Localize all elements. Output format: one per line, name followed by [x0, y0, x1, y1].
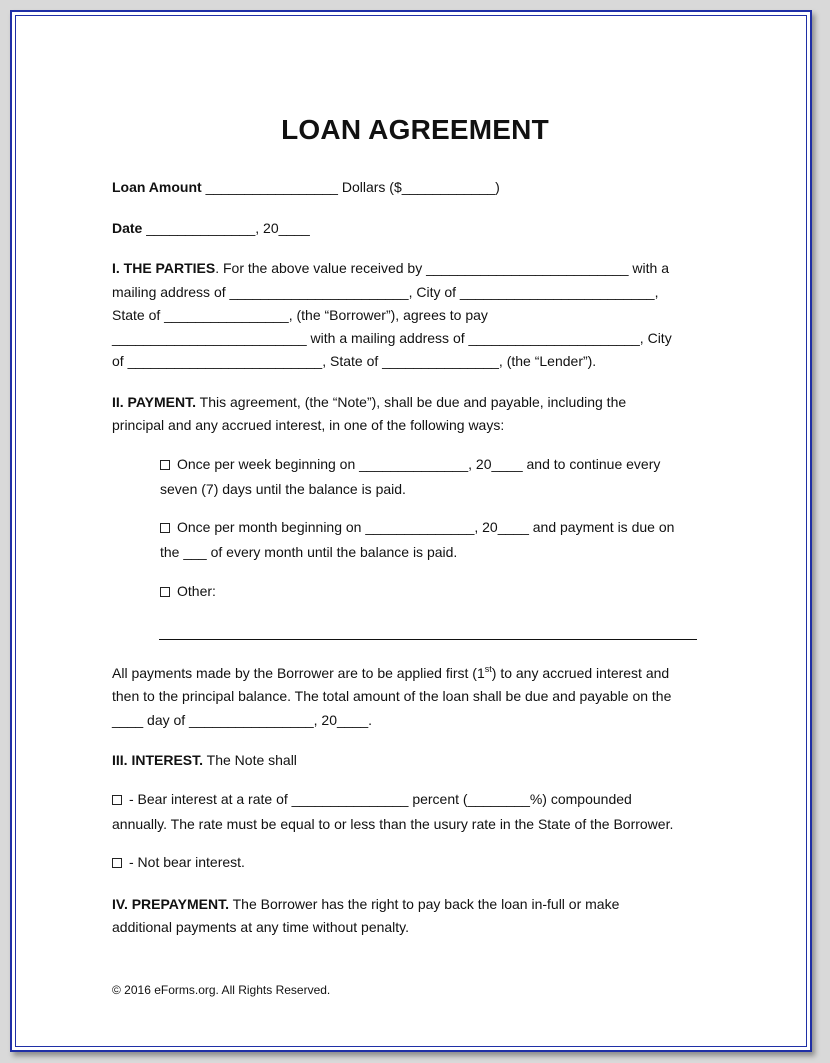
option-not-text: - Not bear interest.	[129, 854, 245, 870]
interest-line-1	[112, 751, 297, 769]
option-bear-line-2: annually. The rate must be equal to or less than the usury rate in the State of the Borrower.	[112, 816, 674, 832]
prepayment-line-2: additional payments at any time without penalty.	[112, 919, 410, 935]
option-bear-text: - Bear interest at a rate of _______________ percent (________%) compounded	[129, 791, 632, 807]
parties-line-4: _________________________ with a mailing address of ______________________, City	[112, 330, 672, 346]
parties-line-2: mailing address of _______________________, City of _________________________,	[112, 284, 659, 300]
weekly-checkbox[interactable]	[160, 460, 170, 470]
applied-line-3: ____ day of ________________, 20____.	[112, 712, 373, 728]
loan-amount-label: Loan Amount	[112, 179, 202, 195]
interest-text-1: The Note shall	[203, 752, 297, 768]
date-line	[112, 219, 310, 237]
payment-heading: II. PAYMENT.	[112, 394, 197, 410]
bear-interest-checkbox[interactable]	[112, 795, 122, 805]
date-label: Date	[112, 220, 143, 236]
option-other	[160, 582, 216, 600]
parties-line-1	[112, 259, 669, 277]
interest-heading: III. INTEREST.	[112, 752, 204, 768]
option-weekly-line-2: seven (7) days until the balance is paid.	[160, 481, 406, 497]
option-other-text: Other:	[177, 583, 216, 599]
parties-line-3: State of ________________, (the “Borrower”), agrees to pay	[112, 307, 488, 323]
option-monthly-text: Once per month beginning on ______________, 20____ and payment is due on	[177, 519, 675, 535]
applied-text-1a: All payments made by the Borrower are to be applied first (1	[112, 665, 485, 681]
option-monthly	[160, 518, 674, 536]
option-monthly-line-2: the ___ of every month until the balance is paid.	[160, 544, 458, 560]
payment-text-1: This agreement, (the “Note”), shall be due and payable, including the	[196, 394, 627, 410]
option-weekly	[160, 455, 660, 473]
monthly-checkbox[interactable]	[160, 523, 170, 533]
option-weekly-text: Once per week beginning on ______________, 20____ and to continue every	[177, 456, 661, 472]
copyright-footer: © 2016 eForms.org. All Rights Reserved.	[112, 983, 331, 997]
payment-line-1	[112, 393, 626, 411]
option-not-bear-interest	[112, 853, 245, 871]
loan-amount-blank: _________________ Dollars ($____________)	[201, 179, 500, 195]
other-checkbox[interactable]	[160, 587, 170, 597]
document-title: LOAN AGREEMENT	[281, 114, 549, 145]
prepayment-line-1	[112, 895, 619, 913]
applied-line-1	[112, 664, 669, 682]
parties-line-5: of _________________________, State of _______________, (the “Lender”).	[112, 353, 597, 369]
payment-line-2: principal and any accrued interest, in one of the following ways:	[112, 417, 505, 433]
prepayment-heading: IV. PREPAYMENT.	[112, 896, 229, 912]
other-blank-line	[159, 639, 697, 640]
applied-superscript: st	[484, 664, 492, 674]
loan-amount-line	[112, 178, 500, 196]
option-bear-interest	[112, 790, 632, 808]
applied-line-2: then to the principal balance. The total amount of the loan shall be due and payable on the	[112, 688, 672, 704]
parties-text-1: . For the above value received by __________________________ with a	[215, 260, 669, 276]
parties-heading: I. THE PARTIES	[112, 260, 216, 276]
not-bear-interest-checkbox[interactable]	[112, 858, 122, 868]
date-blank: ______________, 20____	[142, 220, 310, 236]
prepayment-text-1: The Borrower has the right to pay back the loan in-full or make	[228, 896, 620, 912]
applied-text-1b: ) to any accrued interest and	[491, 665, 670, 681]
